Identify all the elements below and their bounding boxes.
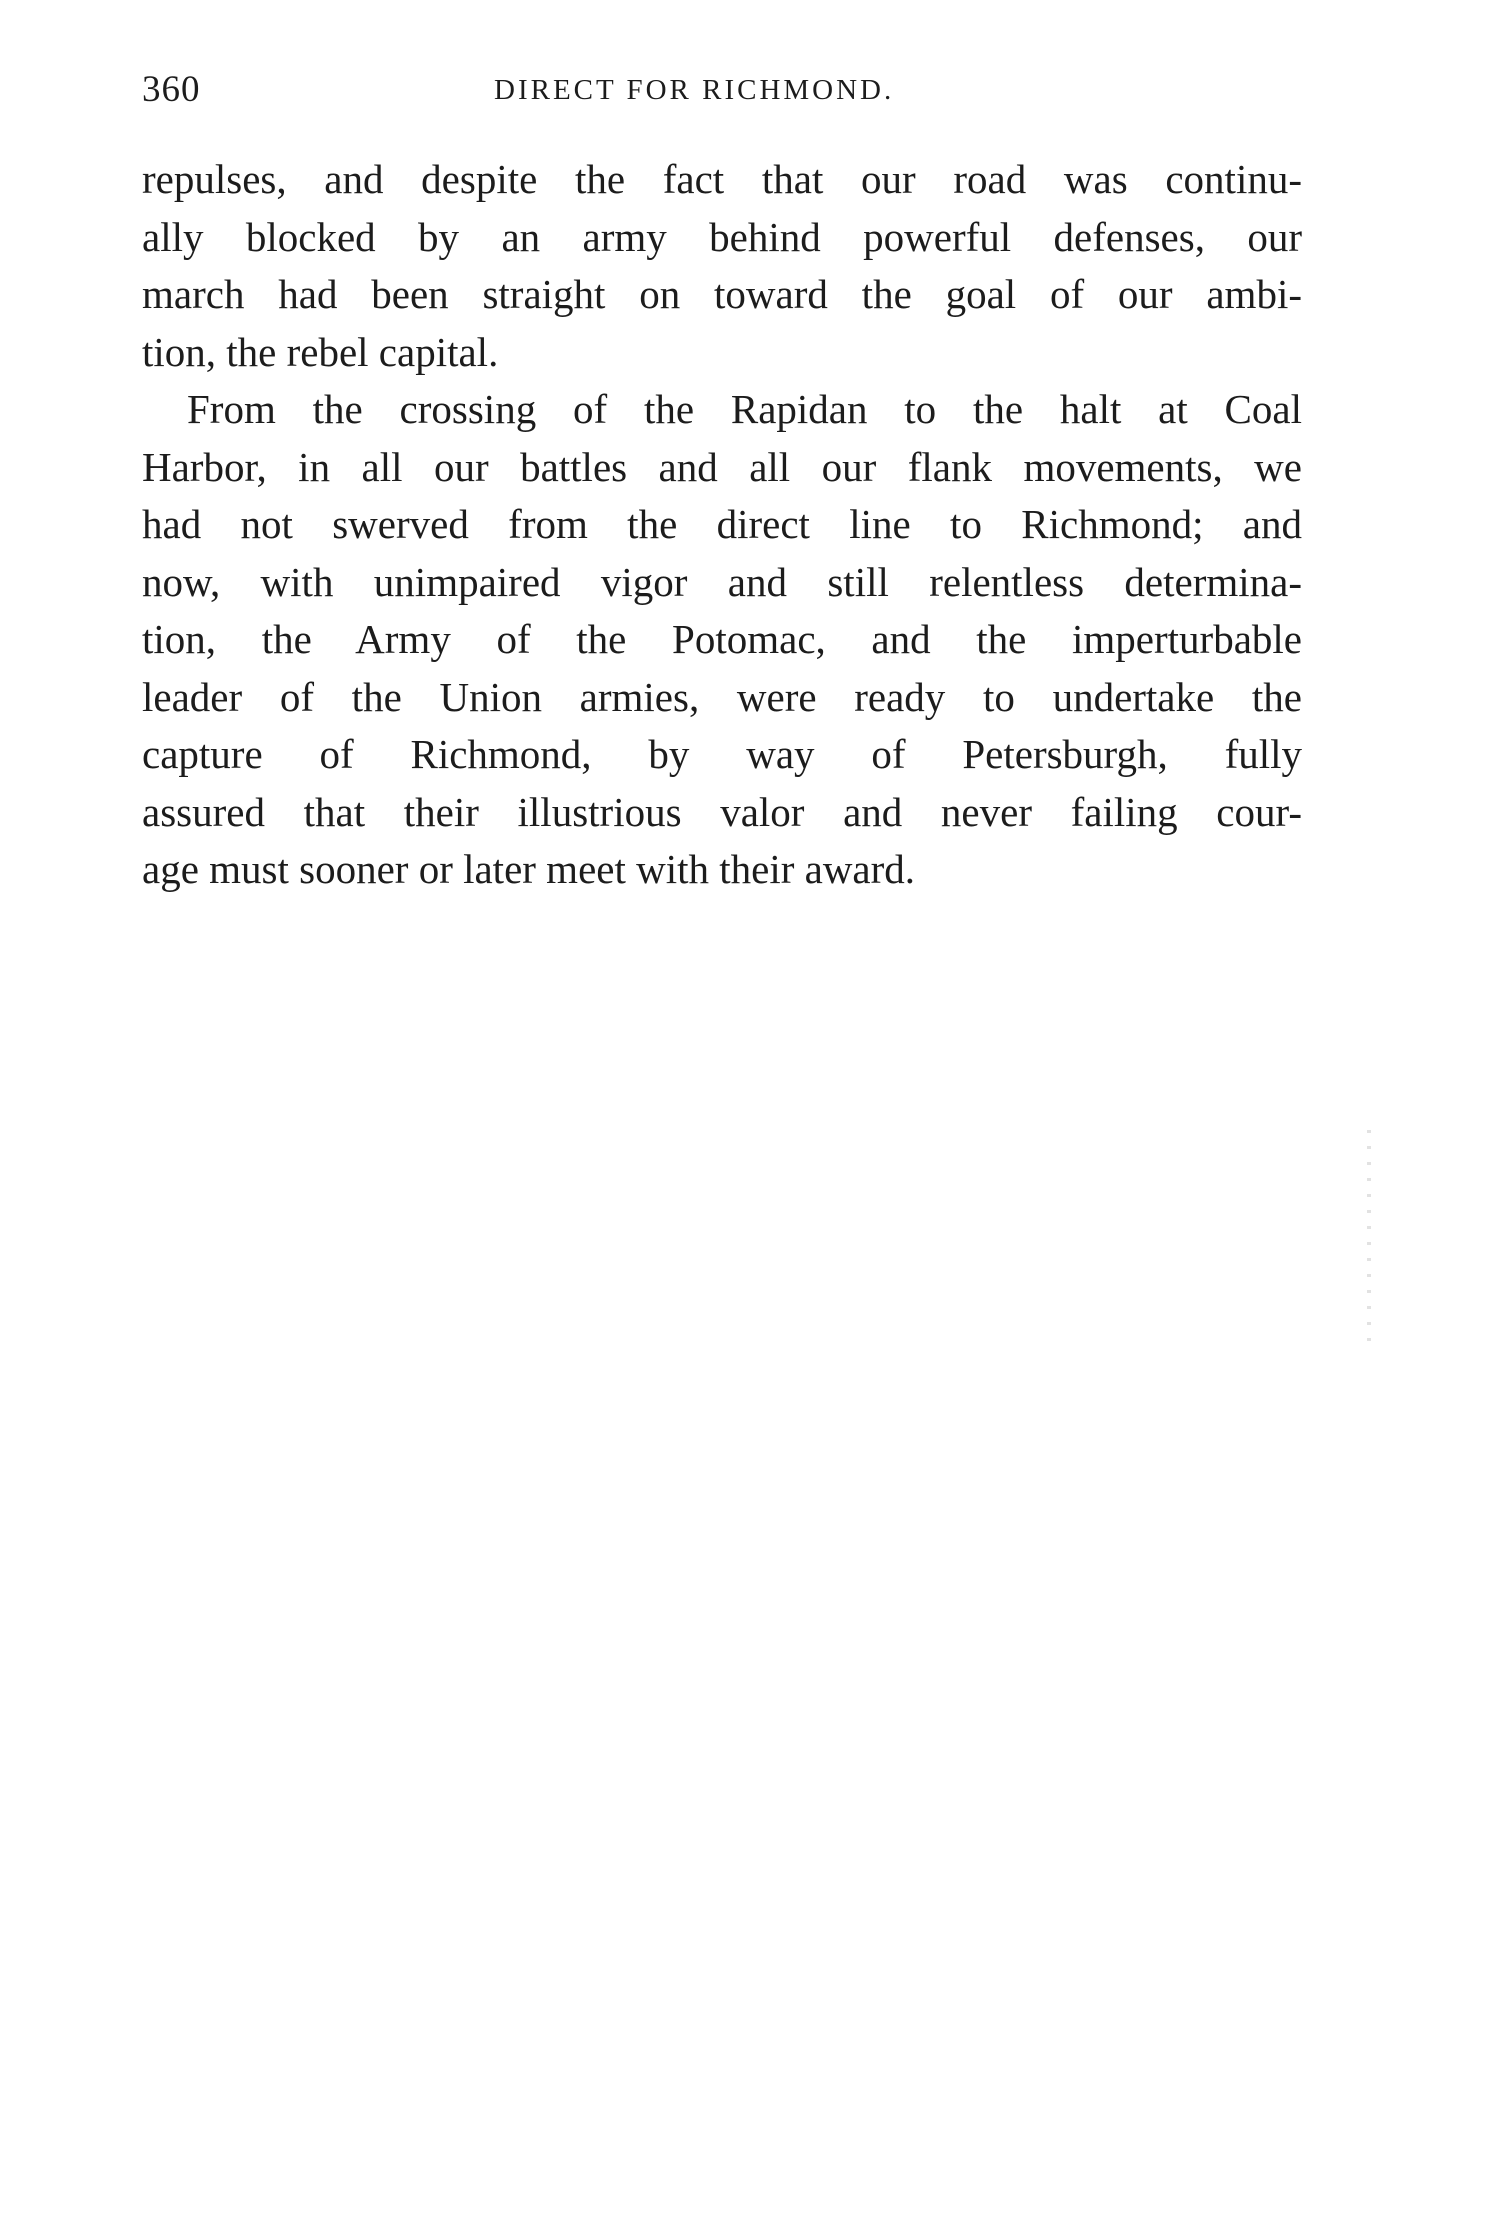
text-line: march had been straight on toward the goal of our ambi-: [142, 271, 1302, 317]
running-title: DIRECT FOR RICHMOND.: [494, 74, 895, 106]
scan-specks: [1367, 1130, 1371, 1350]
text-line: leader of the Union armies, were ready to undertake the: [142, 673, 1302, 720]
text-line: now, with unimpaired vigor and still relentless determina-: [142, 558, 1302, 605]
text-line: tion, the Army of the Potomac, and the imperturbable: [142, 616, 1302, 662]
text-line: ally blocked by an army behind powerful defenses, our: [142, 213, 1302, 260]
text-line: Harbor, in all our battles and all our flank movements, we: [142, 443, 1302, 490]
text-line: repulses, and despite the fact that our road was continu-: [142, 156, 1302, 202]
text-line: assured that their illustrious valor and never failing cour-: [142, 788, 1302, 835]
paragraph-1: [142, 151, 1302, 381]
text-line: had not swerved from the direct line to Richmond; and: [142, 501, 1302, 547]
paragraph-2: [142, 381, 1302, 899]
running-head: [142, 68, 1302, 118]
page-number: 360: [142, 69, 201, 110]
text-line: tion, the rebel capital.: [142, 328, 499, 375]
body-text: [142, 151, 1302, 899]
text-line: age must sooner or later meet with their award.: [142, 846, 916, 892]
text-line: capture of Richmond, by way of Petersburgh, fully: [142, 731, 1302, 777]
text-line: From the crossing of the Rapidan to the halt at Coal: [187, 386, 1302, 432]
